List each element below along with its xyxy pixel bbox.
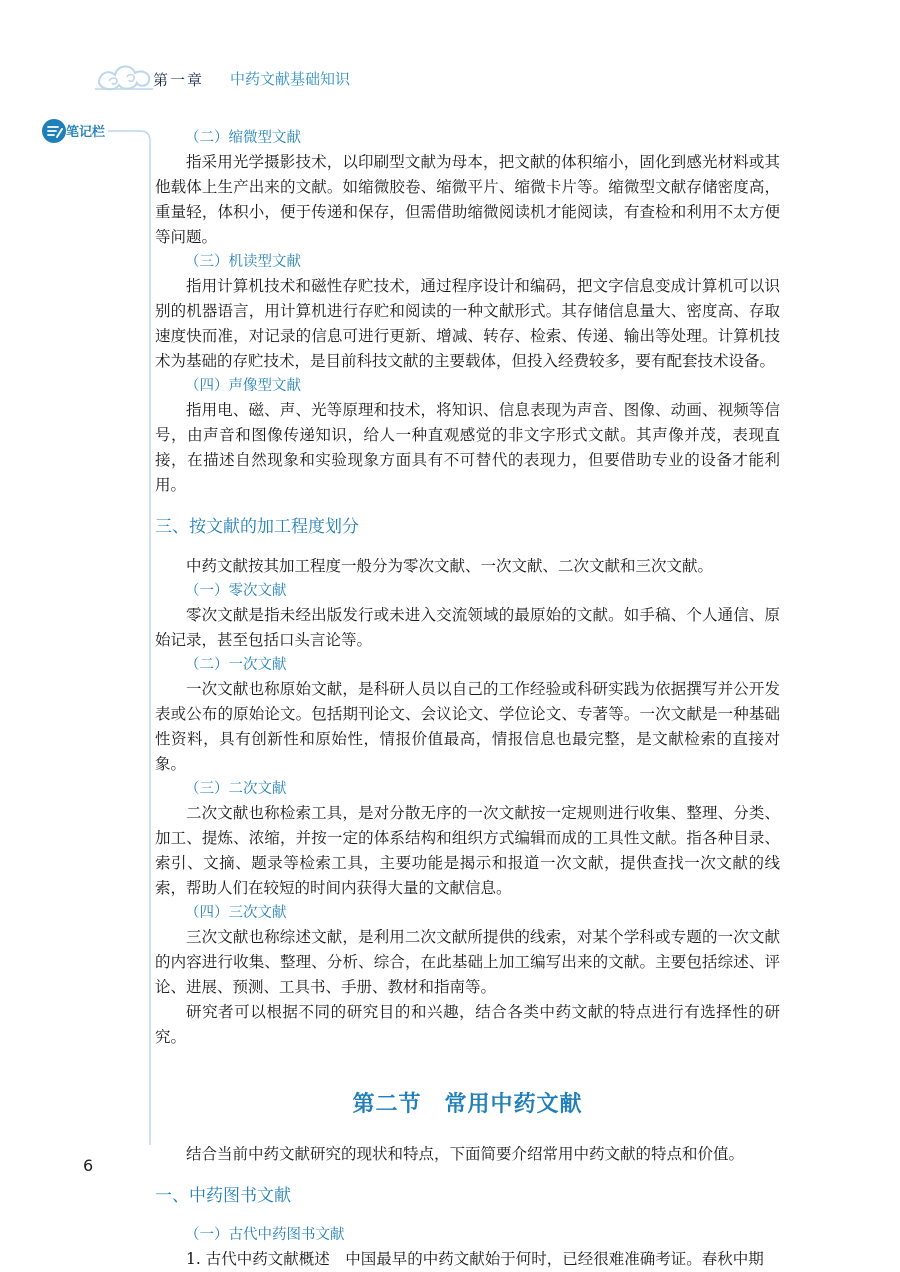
- subheading-tertiary: （四）三次文献: [185, 905, 287, 921]
- subheading-zero-order: （一）零次文献: [185, 583, 287, 599]
- paragraph-ancient-overview: 1. 古代中药文献概述 中国最早的中药文献始于何时，已经很难准确考证。春秋中期: [186, 1250, 764, 1268]
- subheading-ancient-books: （一）古代中药图书文献: [185, 1227, 345, 1243]
- subheading-primary: （二）一次文献: [185, 657, 287, 673]
- page-body: [155, 126, 780, 1272]
- subheading-audiovisual: （四）声像型文献: [185, 378, 301, 394]
- section-heading-books: 一、中药图书文献: [155, 1186, 291, 1206]
- paragraph-microform: 指采用光学摄影技术，以印刷型文献为母本，把文献的体积缩小，固化到感光材料或其他载体上生产出来的文献。如缩微胶卷、缩微平片、缩微卡片等。缩微型文献存储密度高，重量轻，体积小，便于传递和保存，但需借助缩微阅读机才能阅读，有查检和利用不太方便等问题。: [155, 153, 780, 246]
- paragraph-audiovisual: 指用电、磁、声、光等原理和技术，将知识、信息表现为声音、图像、动画、视频等信号，由声音和图像传递知识，给人一种直观感觉的非文字形式文献。其声像并茂，表现直接，在描述自然现象和实验现象方面具有不可替代的表现力，但要借助专业的设备才能利用。: [155, 401, 780, 494]
- running-header: [95, 55, 455, 95]
- cloud-ornament-icon: [95, 55, 155, 95]
- section-title: 第二节 常用中药文献: [352, 1092, 583, 1117]
- notes-margin-rule: [40, 115, 160, 1145]
- notes-label: 笔记栏: [66, 125, 106, 140]
- subheading-microform: （二）缩微型文献: [185, 130, 301, 146]
- section-heading-processing: 三、按文献的加工程度划分: [155, 517, 359, 537]
- paragraph-researcher-note: 研究者可以根据不同的研究目的和兴趣，结合各类中药文献的特点进行有选择性的研究。: [155, 1003, 780, 1046]
- paragraph-machine-readable: 指用计算机技术和磁性存贮技术，通过程序设计和编码，把文字信息变成计算机可以识别的机器语言，用计算机进行存贮和阅读的一种文献形式。其存储信息量大、密度高、存取速度快而准，对记录的信息可进行更新、增减、转存、检索、传递、输出等处理。计算机技术为基础的存贮技术，是目前科技文献的主要载体，但投入经费较多，要有配套技术设备。: [155, 277, 780, 370]
- paragraph-primary: 一次文献也称原始文献，是科研人员以自己的工作经验或科研实践为依据撰写并公开发表或公布的原始论文。包括期刊论文、会议论文、学位论文、专著等。一次文献是一种基础性资料，具有创新性和原始性，情报价值最高，情报信息也最完整，是文献检索的直接对象。: [155, 680, 780, 773]
- paragraph-section-intro: 结合当前中药文献研究的现状和特点，下面简要介绍常用中药文献的特点和价值。: [186, 1145, 745, 1163]
- paragraph-secondary: 二次文献也称检索工具，是对分散无序的一次文献按一定规则进行收集、整理、分类、加工、提炼、浓缩，并按一定的体系结构和组织方式编辑而成的工具性文献。指各种目录、索引、文摘、题录等检索工具，主要功能是揭示和报道一次文献，提供查找一次文献的线索，帮助人们在较短的时间内获得大量的文献信息。: [155, 804, 780, 897]
- chapter-title: 中药文献基础知识: [230, 70, 351, 88]
- subheading-machine-readable: （三）机读型文献: [185, 254, 301, 270]
- paragraph-zero-order: 零次文献是指未经出版发行或未进入交流领域的最原始的文献。如手稿、个人通信、原始记录，甚至包括口头言论等。: [155, 606, 780, 649]
- paragraph-processing-intro: 中药文献按其加工程度一般分为零次文献、一次文献、二次文献和三次文献。: [186, 557, 714, 575]
- paragraph-tertiary: 三次文献也称综述文献，是利用二次文献所提供的线索，对某个学科或专题的一次文献的内容进行收集、整理、分析、综合，在此基础上加工编写出来的文献。主要包括综述、评论、进展、预测、工具书、手册、教材和指南等。: [155, 928, 780, 996]
- subheading-secondary: （三）二次文献: [185, 781, 287, 797]
- chapter-number: 第一章: [153, 71, 205, 89]
- page-number: 6: [83, 1156, 94, 1175]
